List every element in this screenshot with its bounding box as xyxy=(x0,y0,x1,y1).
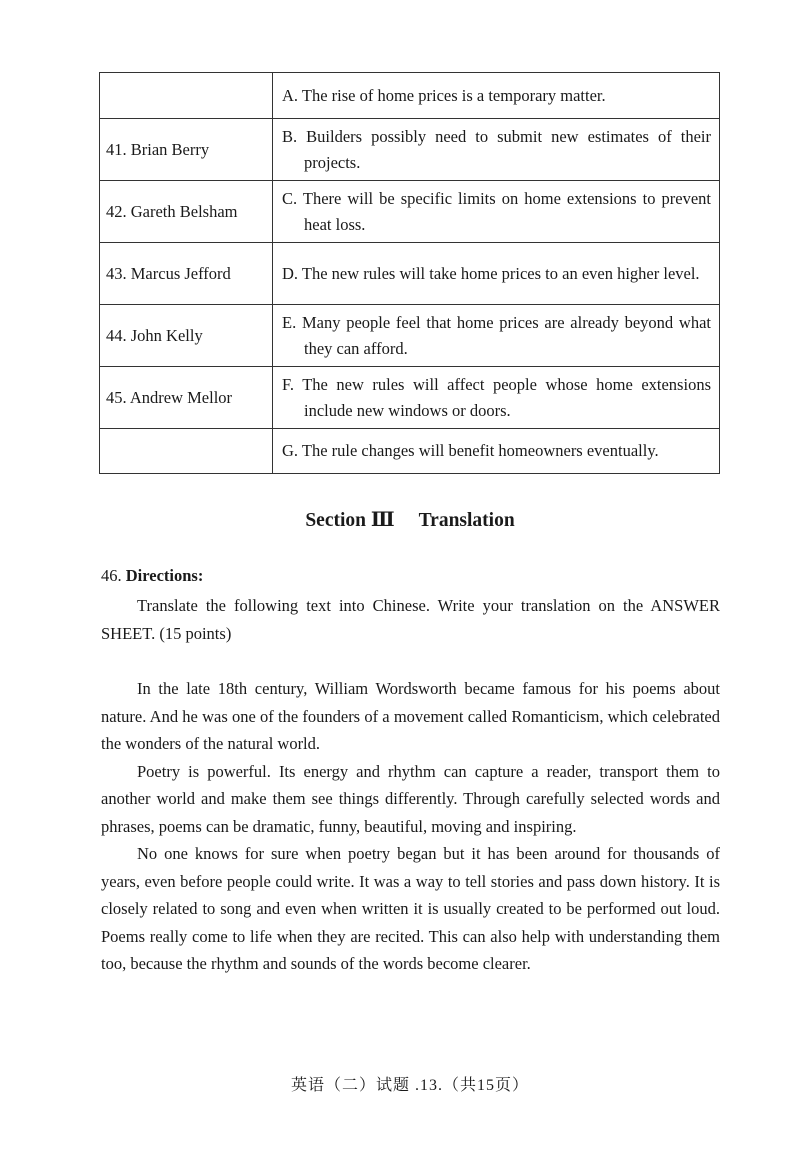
option-text: D. The new rules will take home prices to an even higher level. xyxy=(282,263,700,283)
question-directions xyxy=(101,566,203,586)
person-name: 42. Gareth Belsham xyxy=(100,181,273,243)
option-text: B. Builders possibly need to submit new estimates of their projects. xyxy=(282,126,711,172)
person-name: 44. John Kelly xyxy=(100,305,273,367)
table-row xyxy=(100,429,720,474)
table-row xyxy=(100,305,720,367)
passage-paragraph: Poetry is powerful. Its energy and rhythm can capture a reader, transport them to another world and make them see things differently. Through carefully selected words and phrases, poems can be dramatic, funny, beautiful, moving and inspiring. xyxy=(101,761,720,836)
section-number: Section Ⅲ xyxy=(305,510,395,531)
option-text: F. The new rules will affect people whose home extensions include new windows or doors. xyxy=(282,374,711,420)
section-heading xyxy=(0,508,800,532)
person-name: 45. Andrew Mellor xyxy=(100,367,273,429)
page-footer: 英语（二）试题 .13.（共15页） xyxy=(290,1077,529,1094)
instruction-text: Translate the following text into Chinese. Write your translation on the ANSWER SHEET. (15 points) xyxy=(101,596,720,643)
option-text: E. Many people feel that home prices are already beyond what they can afford. xyxy=(282,312,711,358)
section-title: Translation xyxy=(418,510,515,531)
directions-label: Directions: xyxy=(125,566,204,585)
person-name xyxy=(100,73,273,119)
table-row xyxy=(100,73,720,119)
instruction-block xyxy=(101,592,720,647)
option-text: A. The rise of home prices is a temporary matter. xyxy=(282,85,606,105)
question-number: 46. xyxy=(101,566,122,585)
passage-paragraph: No one knows for sure when poetry began but it has been around for thousands of years, even before people could write. It was a way to tell stories and pass down history. It is closely related to song and even when written it is usually created to be performed out loud. Poems really come to life when they are recited. This can also help with understanding them too, because the rhythm and sounds of the words become clearer. xyxy=(101,844,720,973)
passage xyxy=(101,675,720,978)
table-row xyxy=(100,243,720,305)
person-name xyxy=(100,429,273,474)
table-row xyxy=(100,367,720,429)
passage-paragraph: In the late 18th century, William Wordsworth became famous for his poems about nature. And he was one of the founders of a movement called Romanticism, which celebrated the wonders of the natural world. xyxy=(101,679,720,753)
table-row xyxy=(100,181,720,243)
matching-table xyxy=(99,72,720,474)
person-name: 43. Marcus Jefford xyxy=(100,243,273,305)
option-text: G. The rule changes will benefit homeowners eventually. xyxy=(282,441,659,460)
option-text: C. There will be specific limits on home extensions to prevent heat loss. xyxy=(282,188,711,234)
person-name: 41. Brian Berry xyxy=(100,119,273,181)
table-row xyxy=(100,119,720,181)
